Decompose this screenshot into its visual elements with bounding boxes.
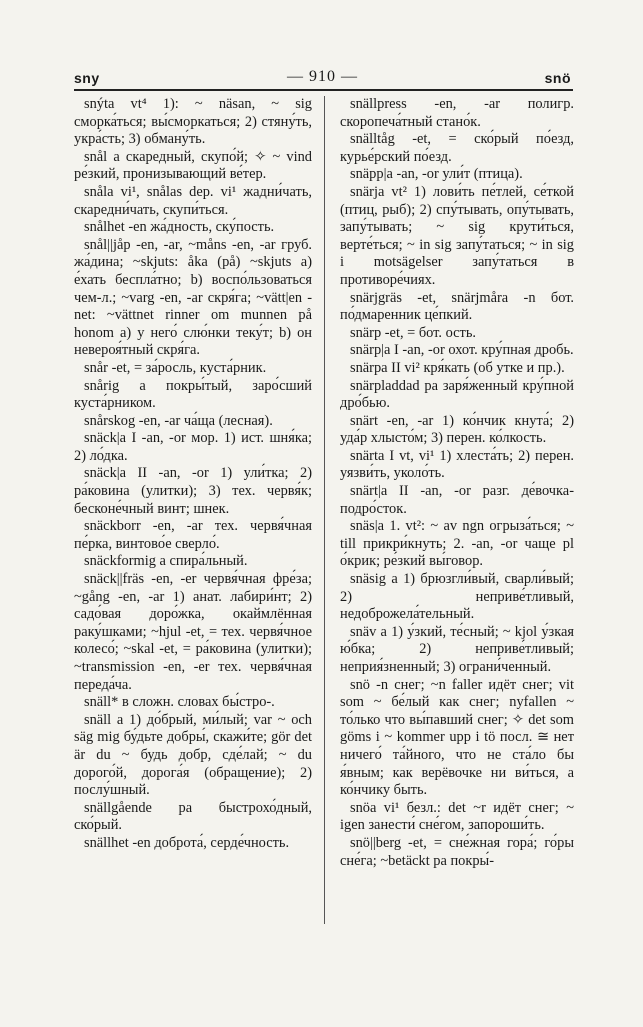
- dictionary-entry: snällpress -en, -ar полигр. скоропеча́тный стано́к.: [340, 96, 574, 130]
- dictionary-entry: snälltåg -et, = ско́рый по́езд, курье́рский по́езд.: [340, 131, 574, 165]
- dictionary-entry: snärp|a I -an, -or охот. кру́пная дробь.: [350, 342, 574, 359]
- dictionary-entry: snöa vi¹ безл.: det ~r идёт снег; ~ igen занести́ сне́гом, запороши́ть.: [340, 799, 574, 834]
- dictionary-entry: snårig a покры́тый, заро́сший куста́рником.: [74, 377, 312, 412]
- dictionary-entry: snärt|a II -an, -or разг. де́вочка-подро́сток.: [340, 483, 574, 517]
- dictionary-entry: snäckborr -en, -ar тех. червя́чная пе́рка, винтово́е сверло́.: [74, 518, 312, 552]
- left-column: [74, 96, 312, 853]
- dictionary-entry: snäll a 1) до́брый, ми́лый; var ~ och säg mig бу́дьте добры́, скажи́те; gör det är du ~ будь добр, сде́лай; ~ du дорого́й, дорога́я (обращение); 2) послу́шный.: [74, 711, 312, 799]
- right-column: [340, 96, 574, 870]
- left-guide-word: sny: [74, 70, 100, 86]
- dictionary-entry: snäck|a II -an, -or 1) ули́тка; 2) ра́ковина (улитки); 3) тех. червя́к; бесконе́чный винт; шнек.: [74, 465, 312, 517]
- page-number: — 910 —: [287, 68, 358, 85]
- dictionary-entry: snärta I vt, vi¹ 1) хлеста́ть; 2) перен. уязви́ть, уколо́ть.: [340, 447, 574, 482]
- dictionary-entry: snýta vt⁴ 1): ~ näsan, ~ sig сморка́ться; вы́сморкаться; 2) стяну́ть, укра́сть; 3) обману́ть.: [74, 96, 312, 148]
- dictionary-entry: snällgående pa быстрохо́дный, ско́рый.: [74, 799, 312, 834]
- dictionary-entry: snäs|a 1. vt²: ~ av ngn огрыза́ться; ~ till прикри́кнуть; 2. -an, -or чаще pl о́крик; ре́зкий вы́говор.: [340, 518, 574, 570]
- dictionary-entry: snäck||fräs -en, -er червя́чная фре́за; ~gång -en, -ar 1) анат. лабири́нт; 2) садо́вая доро́жка, окаймлённая раку́шками; ~hjul -et, = тех. червя́чное колесо́; ~skal -et, = ра́ковина (улитки); ~transmission -en, -er тех. червя́чная переда́ча.: [74, 571, 312, 693]
- dictionary-entry: snålhet -en жа́дность, ску́пость.: [84, 219, 275, 236]
- dictionary-entry: snål a скаредный, скупо́й; ✧ ~ vind ре́зкий, пронизывающий ве́тер.: [74, 148, 312, 183]
- dictionary-entry: snö -n снег; ~n faller идёт снег; vit som ~ бе́лый как снег; nyfallen ~ то́лько что вы́павший снег; ✧ det som göms i ~ kommer upp i tö посл. ≅ нет ничего́ та́йного, что не ста́ло бы я́вным; как верёвочке ни ви́ться, а ко́нчику быть.: [340, 676, 574, 799]
- dictionary-entry: snåla vi¹, snålas dep. vi¹ жадни́чать, скаредни́чать, скупи́ться.: [74, 183, 312, 218]
- dictionary-entry: snärja vt² 1) лови́ть пе́тлей, се́ткой (птиц, рыб); 2) спу́тывать, опу́тывать, запу́тывать; ~ sig крути́ться, верте́ться; ~ in sig запу́таться; ~ in sig i motsägelser запу́таться в противоре́чиях.: [340, 183, 574, 288]
- dictionary-entry: snärpa II vi² кря́кать (об утке и пр.).: [350, 359, 565, 376]
- dictionary-entry: snö||berg -et, = сне́жная гора́; го́ры сне́га; ~betäckt pa покры́-: [340, 834, 574, 869]
- dictionary-entry: snäckformig a спира́льный.: [84, 553, 248, 570]
- dictionary-entry: snår -et, = за́росль, куста́рник.: [84, 359, 267, 376]
- column-divider: [324, 96, 325, 924]
- dictionary-entry: snärt -en, -ar 1) ко́нчик кнута́; 2) уда́р хлысто́м; 3) перен. ко́лкость.: [340, 412, 574, 447]
- right-guide-word: snö: [544, 70, 571, 86]
- page-header: [74, 66, 571, 88]
- dictionary-entry: snärjgräs -et, snärjmåra -n бот. по́дмаренник це́пкий.: [340, 289, 574, 324]
- dictionary-entry: snårskog -en, -ar ча́ща (лесная).: [84, 412, 273, 429]
- dictionary-entry: snällhet -en доброта́, серде́чность.: [84, 834, 290, 851]
- dictionary-entry: snärpladdad pa заря́женный кру́пной дро́бью.: [340, 377, 574, 412]
- dictionary-entry: snäv a 1) у́зкий, те́сный; ~ kjol у́зкая ю́бка; 2) неприве́тливый; неприя́зненный; 3) ограни́ченный.: [340, 623, 574, 675]
- dictionary-entry: snäck|a I -an, -or мор. 1) ист. шня́ка; 2) ло́дка.: [74, 430, 312, 464]
- dictionary-entry: snäpp|a -an, -or ули́т (птица).: [350, 166, 523, 183]
- dictionary-entry: snäsig a 1) брюзгли́вый, сварли́вый; 2) неприве́тливый, недоброжела́тельный.: [340, 571, 574, 623]
- dictionary-entry: snäll* в сложн. словах бы́стро-.: [84, 694, 275, 711]
- header-rule: [74, 89, 573, 91]
- dictionary-entry: snål||jåp -en, -ar, ~måns -en, -ar груб. жа́дина; ~skjuts: åka (på) ~skjuts а) е́хать беспла́тно; b) воспо́льзоваться чем-л.; ~varg -en, -ar скря́га; ~vätt|en -net: ~vättnet rinner om munnen på honom a) у него́ слю́нки теку́т; b) он невероя́тный скря́га.: [74, 236, 312, 359]
- dictionary-entry: snärp -et, = бот. ость.: [350, 324, 476, 341]
